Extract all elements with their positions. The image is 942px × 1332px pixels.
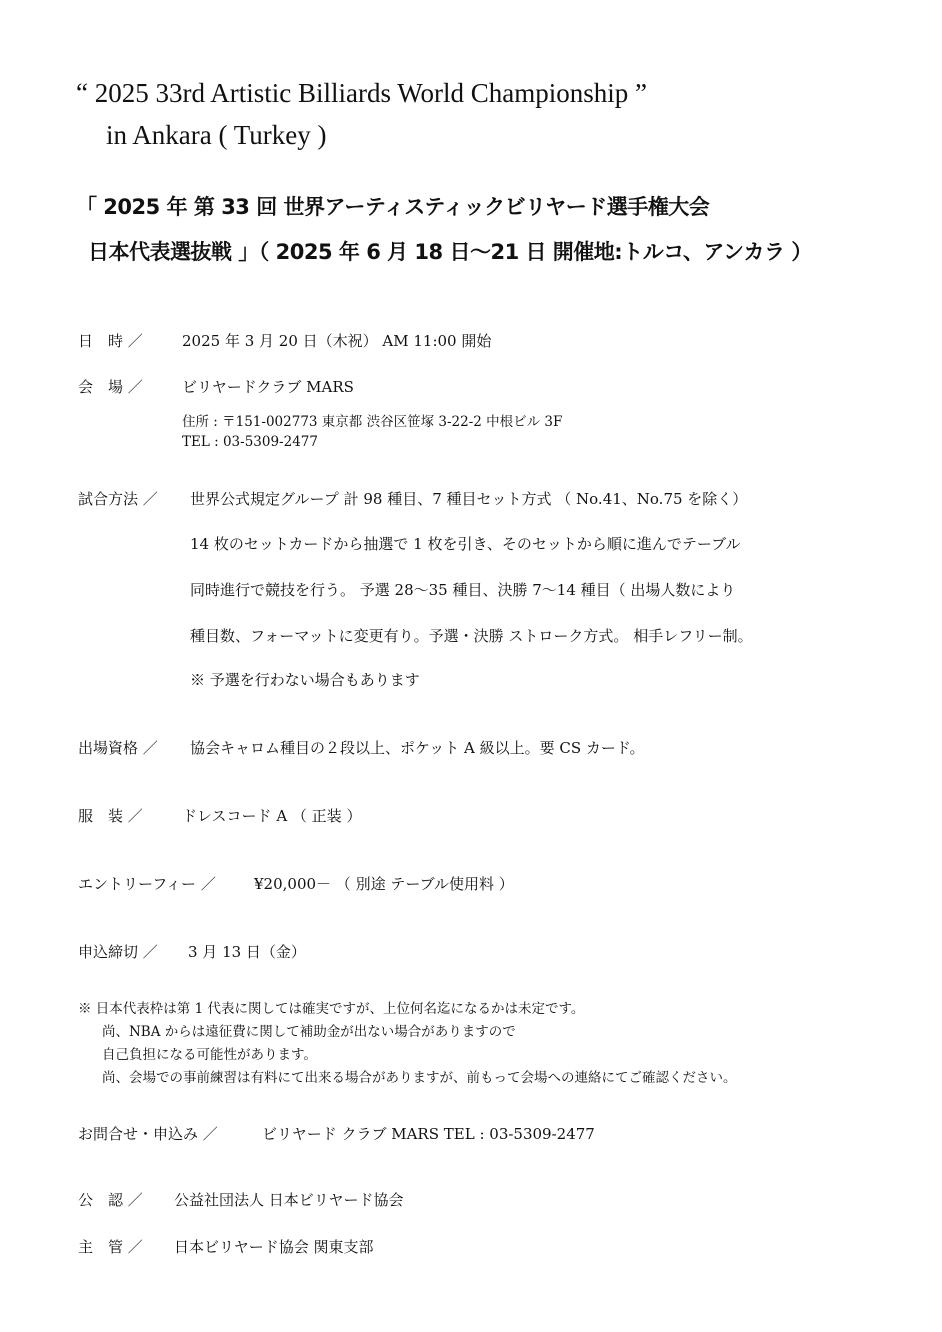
organizer-value: 日本ビリヤード協会 関東支部 [174, 1238, 374, 1256]
approval-label: 公 認 ／ [78, 1191, 143, 1209]
format-line-4: 種目数、フォーマットに変更有り。予選・決勝 ストローク方式。 相手レフリー制。 [190, 627, 753, 645]
title-english-line1: “ 2025 33rd Artistic Billiards World Championship ” [76, 78, 648, 108]
dress-value: ドレスコード A （ 正装 ） [182, 807, 362, 825]
venue-tel: TEL : 03-5309-2477 [182, 434, 318, 450]
format-line-1: 世界公式規定グループ 計 98 種目、7 種目セット方式 （ No.41、No.75 を除く） [190, 490, 748, 508]
title-japanese-line1: 「 2025 年 第 33 回 世界アーティスティックビリヤード選手権大会 [76, 195, 710, 219]
format-line-3: 同時進行で競技を行う。 予選 28～35 種目、決勝 7～14 種目（ 出場人数により [190, 581, 736, 599]
note-line-4: 尚、会場での事前練習は有料にて出来る場合がありますが、前もって会場への連絡にてご確認ください。 [102, 1070, 737, 1086]
date-label: 日 時 ／ [78, 332, 143, 350]
title-japanese-line2: 日本代表選抜戦 」（ 2025 年 6 月 18 日～21 日 開催地:トルコ、アンカラ ） [88, 240, 812, 264]
title-english-line2: in Ankara ( Turkey ) [106, 120, 327, 150]
dress-label: 服 装 ／ [78, 807, 143, 825]
eligibility-label: 出場資格 ／ [78, 739, 158, 757]
format-label: 試合方法 ／ [78, 490, 158, 508]
approval-value: 公益社団法人 日本ビリヤード協会 [174, 1191, 404, 1209]
venue-address: 住所 : 〒151-002773 東京都 渋谷区笹塚 3-22-2 中根ビル 3F [182, 414, 563, 430]
deadline-value: 3 月 13 日（金） [188, 943, 306, 961]
fee-label: エントリーフィー ／ [78, 875, 216, 893]
deadline-label: 申込締切 ／ [78, 943, 158, 961]
fee-value: ¥20,000－ （ 別途 テーブル使用料 ） [254, 875, 514, 893]
venue-value: ビリヤードクラブ MARS [182, 378, 354, 396]
eligibility-value: 協会キャロム種目の２段以上、ポケット A 級以上。要 CS カード。 [190, 739, 645, 757]
format-line-2: 14 枚のセットカードから抽選で 1 枚を引き、そのセットから順に進んでテーブル [190, 535, 741, 553]
organizer-label: 主 管 ／ [78, 1238, 143, 1256]
note-line-3: 自己負担になる可能性があります。 [102, 1047, 317, 1063]
note-line-2: 尚、NBA からは遠征費に関して補助金が出ない場合がありますので [102, 1024, 516, 1040]
date-value: 2025 年 3 月 20 日（木祝） AM 11:00 開始 [182, 332, 492, 350]
note-line-1: ※ 日本代表枠は第 1 代表に関しては確実ですが、上位何名迄になるかは未定です。 [78, 1001, 585, 1017]
venue-label: 会 場 ／ [78, 378, 143, 396]
format-line-5: ※ 予選を行わない場合もあります [190, 671, 420, 689]
contact-value: ビリヤード クラブ MARS TEL : 03-5309-2477 [262, 1125, 595, 1143]
contact-label: お問合せ・申込み ／ [78, 1125, 218, 1143]
